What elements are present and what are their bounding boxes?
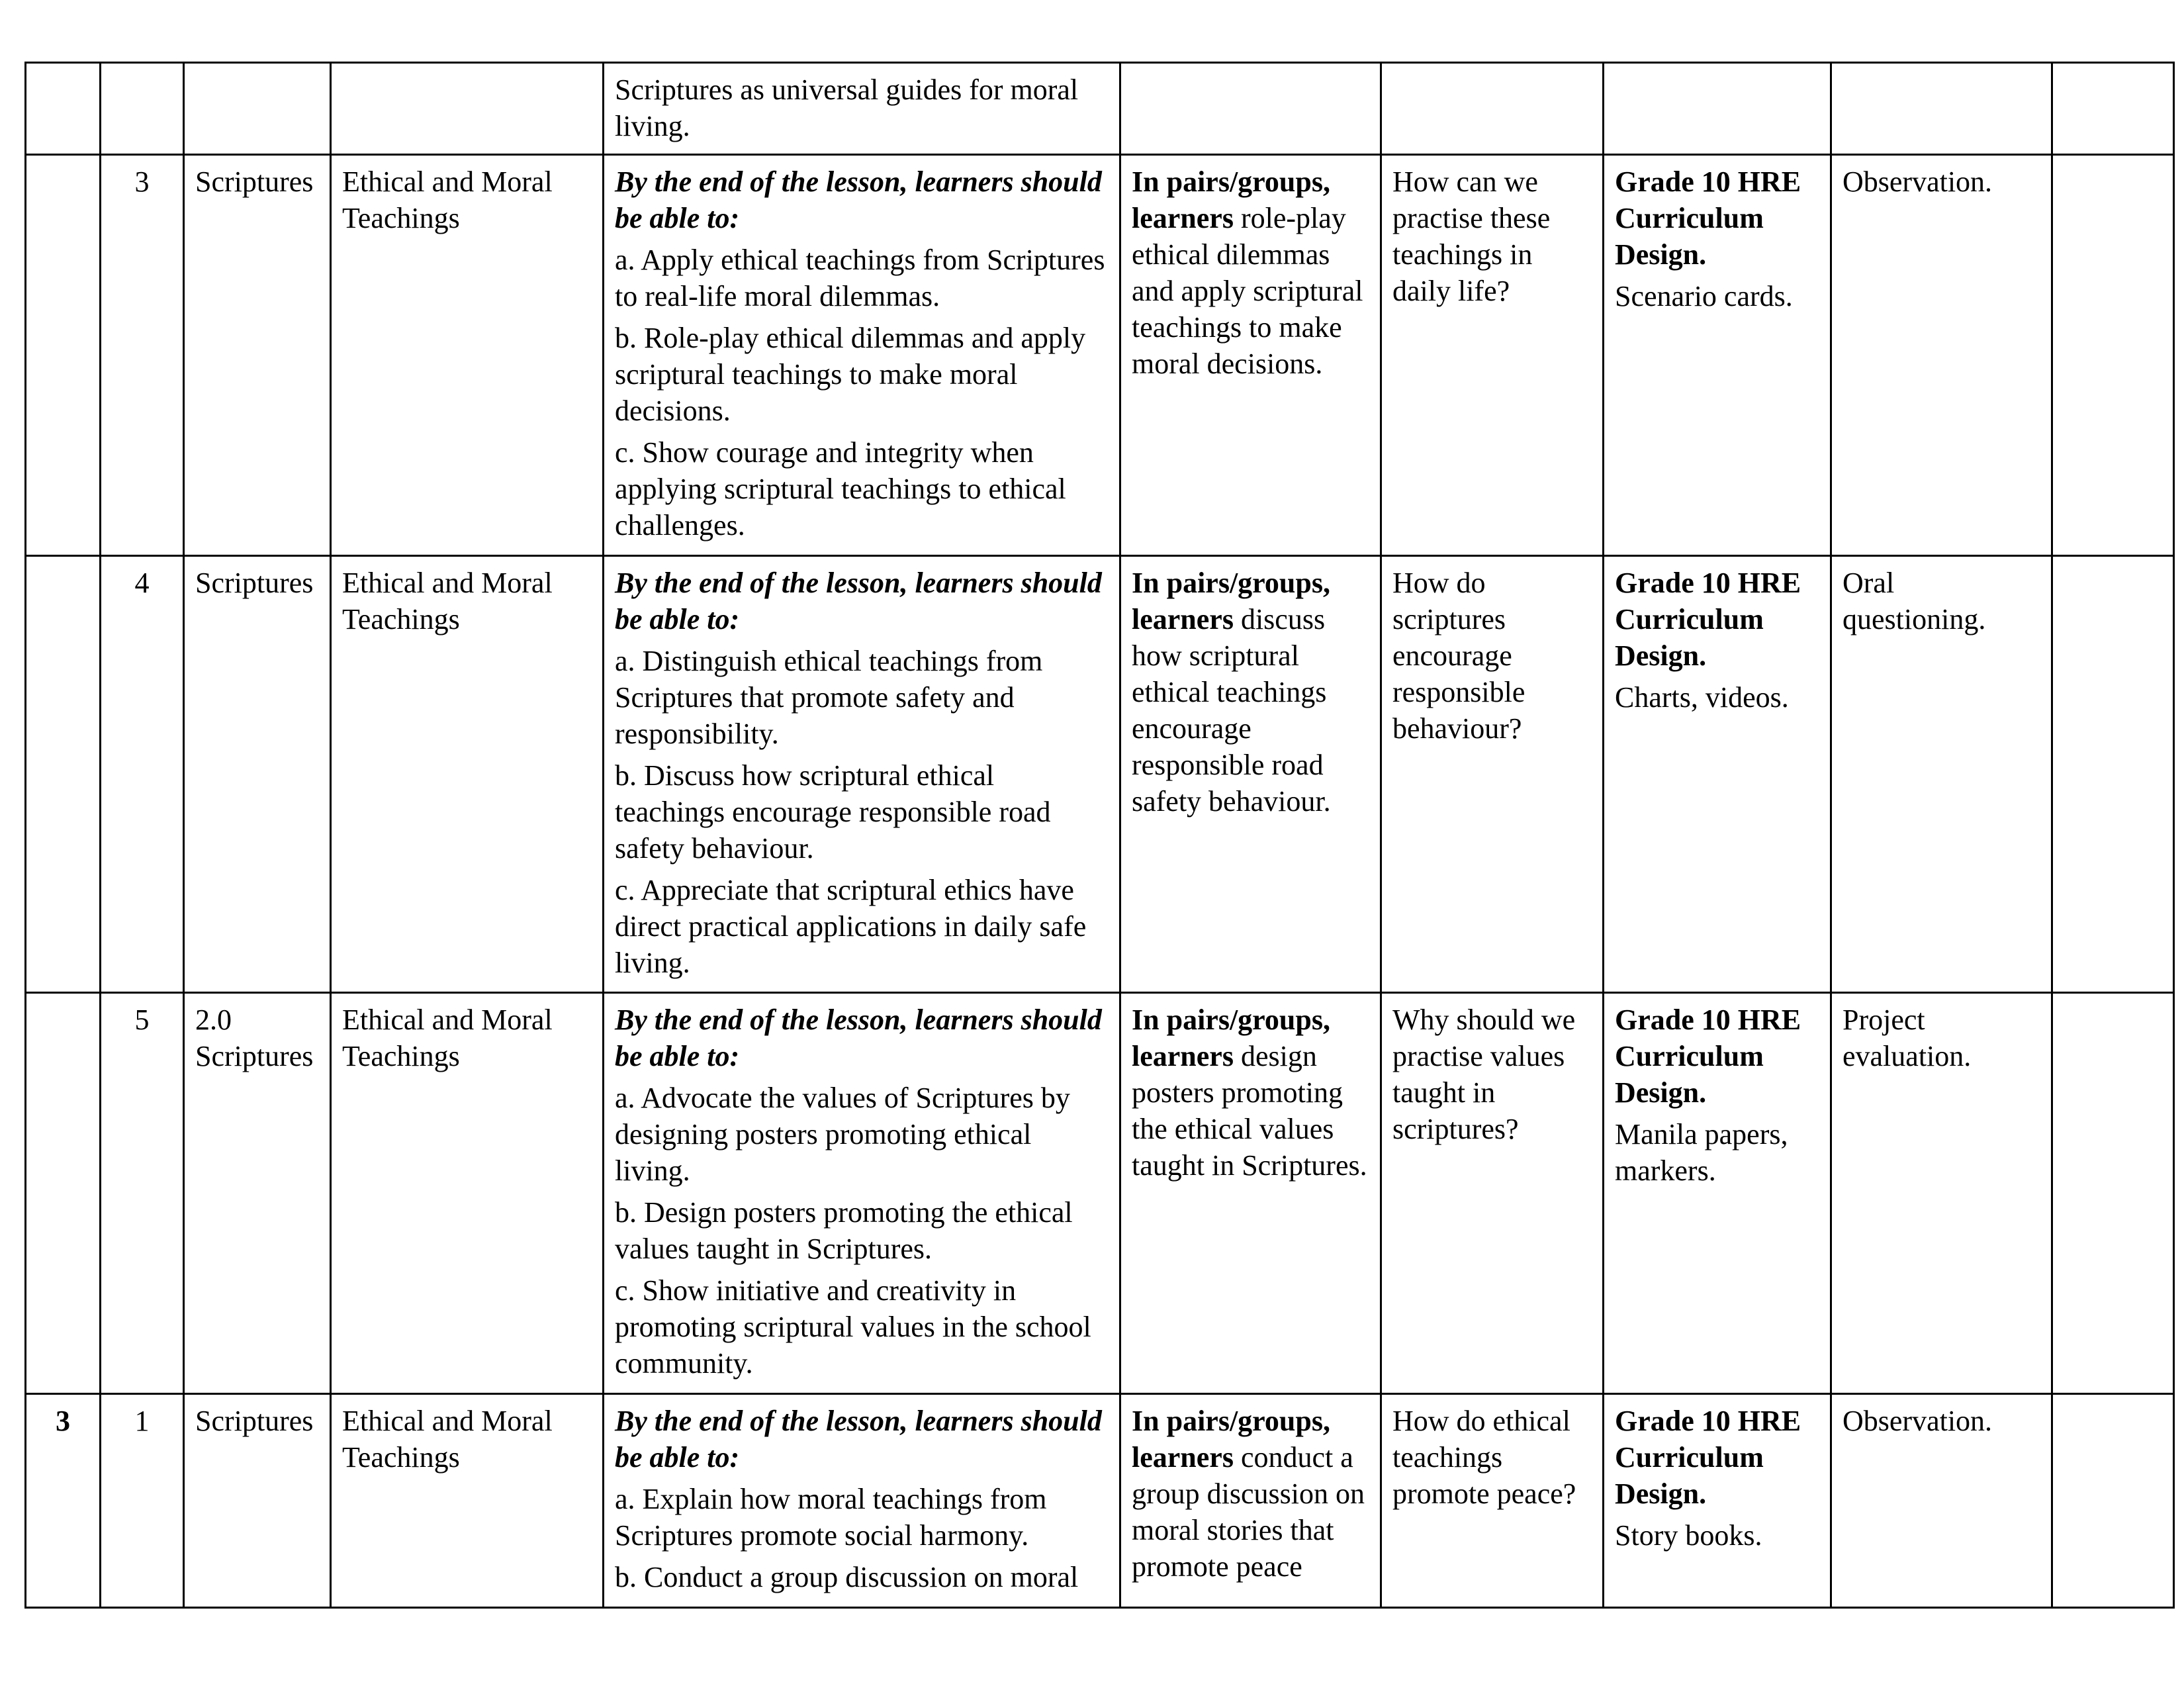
outcome-item: b. Design posters promoting the ethical values taught in Scriptures. — [615, 1196, 1073, 1265]
outcome-item: a. Apply ethical teachings from Scriptures to real-life moral dilemmas. — [615, 244, 1105, 312]
remarks-cell — [2052, 63, 2174, 155]
resources-text: Scenario cards. — [1615, 280, 1793, 312]
strand-cell: Scriptures — [184, 1394, 331, 1608]
inquiry-question-cell — [1381, 63, 1604, 155]
outcomes-lead: By the end of the lesson, learners should be able to: — [615, 1405, 1102, 1474]
week-cell — [26, 556, 101, 993]
learning-outcomes-cell — [604, 155, 1120, 556]
experience-text: discuss how scriptural ethical teachings encourage responsible road safety behaviour. — [1132, 603, 1331, 818]
experience-lead: In pairs/groups, learners — [1132, 165, 1330, 234]
strand-cell: Scriptures — [184, 556, 331, 993]
learning-outcomes-cell — [604, 556, 1120, 993]
outcome-item: c. Appreciate that scriptural ethics have direct practical applications in daily safe living. — [615, 874, 1087, 979]
outcome-item: a. Explain how moral teachings from Scriptures promote social harmony. — [615, 1483, 1047, 1552]
resources-lead: Grade 10 HRE Curriculum Design. — [1615, 1405, 1801, 1510]
learning-outcomes-cell — [604, 1394, 1120, 1608]
lesson-cell: 4 — [101, 556, 184, 993]
assessment-cell: Observation. — [1831, 155, 2052, 556]
lesson-cell: 1 — [101, 1394, 184, 1608]
experience-lead: In pairs/groups, learners — [1132, 1004, 1330, 1072]
learning-resources-cell — [1604, 63, 1831, 155]
lesson-cell: 5 — [101, 993, 184, 1394]
learning-resources-cell — [1604, 1394, 1831, 1608]
strand-cell: Scriptures — [184, 155, 331, 556]
assessment-cell: Oral questioning. — [1831, 556, 2052, 993]
week-cell — [26, 155, 101, 556]
resources-lead: Grade 10 HRE Curriculum Design. — [1615, 165, 1801, 271]
remarks-cell — [2052, 556, 2174, 993]
remarks-cell — [2052, 993, 2174, 1394]
table-row — [26, 155, 2174, 556]
learning-outcomes-cell — [604, 993, 1120, 1394]
learning-experience-cell — [1120, 1394, 1381, 1608]
assessment-cell — [1831, 63, 2052, 155]
week-cell — [26, 63, 101, 155]
experience-text: design posters promoting the ethical values taught in Scriptures. — [1132, 1040, 1367, 1182]
learning-resources-cell — [1604, 155, 1831, 556]
sub-strand-cell — [331, 63, 604, 155]
scheme-of-work-table — [24, 62, 2175, 1609]
inquiry-question-cell: How can we practise these teachings in daily life? — [1381, 155, 1604, 556]
sub-strand-cell: Ethical and Moral Teachings — [331, 556, 604, 993]
sub-strand-cell: Ethical and Moral Teachings — [331, 155, 604, 556]
remarks-cell — [2052, 1394, 2174, 1608]
learning-experience-cell — [1120, 993, 1381, 1394]
sub-strand-cell: Ethical and Moral Teachings — [331, 1394, 604, 1608]
outcomes-lead: By the end of the lesson, learners should be able to: — [615, 1004, 1102, 1072]
outcome-item: b. Conduct a group discussion on moral — [615, 1561, 1079, 1593]
learning-experience-cell — [1120, 556, 1381, 993]
learning-outcomes-cell — [604, 63, 1120, 155]
learning-resources-cell — [1604, 556, 1831, 993]
experience-text: role-play ethical dilemmas and apply scriptural teachings to make moral decisions. — [1132, 202, 1363, 380]
outcome-item: b. Discuss how scriptural ethical teachings encourage responsible road safety behaviour. — [615, 759, 1051, 865]
experience-lead: In pairs/groups, learners — [1132, 1405, 1330, 1474]
outcome-item: Scriptures as universal guides for moral living. — [615, 73, 1079, 142]
outcomes-lead: By the end of the lesson, learners should be able to: — [615, 567, 1102, 635]
resources-text: Manila papers, markers. — [1615, 1118, 1788, 1187]
outcome-item: c. Show courage and integrity when applying scriptural teachings to ethical challenges. — [615, 436, 1066, 541]
strand-cell: 2.0 Scriptures — [184, 993, 331, 1394]
experience-lead: In pairs/groups, learners — [1132, 567, 1330, 635]
inquiry-question-cell: Why should we practise values taught in scriptures? — [1381, 993, 1604, 1394]
assessment-cell: Observation. — [1831, 1394, 2052, 1608]
lesson-cell: 3 — [101, 155, 184, 556]
outcome-item: b. Role-play ethical dilemmas and apply scriptural teachings to make moral decisions. — [615, 322, 1086, 427]
outcome-item: c. Show initiative and creativity in promoting scriptural values in the school community. — [615, 1274, 1091, 1380]
outcomes-lead: By the end of the lesson, learners should be able to: — [615, 165, 1102, 234]
resources-text: Story books. — [1615, 1519, 1762, 1552]
lesson-cell — [101, 63, 184, 155]
assessment-cell: Project evaluation. — [1831, 993, 2052, 1394]
resources-text: Charts, videos. — [1615, 681, 1789, 714]
remarks-cell — [2052, 155, 2174, 556]
experience-text: conduct a group discussion on moral stories that promote peace — [1132, 1441, 1365, 1583]
week-cell: 3 — [26, 1394, 101, 1608]
table-row — [26, 556, 2174, 993]
resources-lead: Grade 10 HRE Curriculum Design. — [1615, 1004, 1801, 1109]
strand-cell — [184, 63, 331, 155]
outcome-item: a. Advocate the values of Scriptures by designing posters promoting ethical living. — [615, 1082, 1070, 1187]
table-row — [26, 1394, 2174, 1608]
table-row — [26, 63, 2174, 155]
learning-experience-cell — [1120, 155, 1381, 556]
inquiry-question-cell: How do scriptures encourage responsible behaviour? — [1381, 556, 1604, 993]
learning-resources-cell — [1604, 993, 1831, 1394]
table-row — [26, 993, 2174, 1394]
resources-lead: Grade 10 HRE Curriculum Design. — [1615, 567, 1801, 672]
week-cell — [26, 993, 101, 1394]
inquiry-question-cell: How do ethical teachings promote peace? — [1381, 1394, 1604, 1608]
sub-strand-cell: Ethical and Moral Teachings — [331, 993, 604, 1394]
outcome-item: a. Distinguish ethical teachings from Scriptures that promote safety and responsibility. — [615, 645, 1043, 750]
learning-experience-cell — [1120, 63, 1381, 155]
